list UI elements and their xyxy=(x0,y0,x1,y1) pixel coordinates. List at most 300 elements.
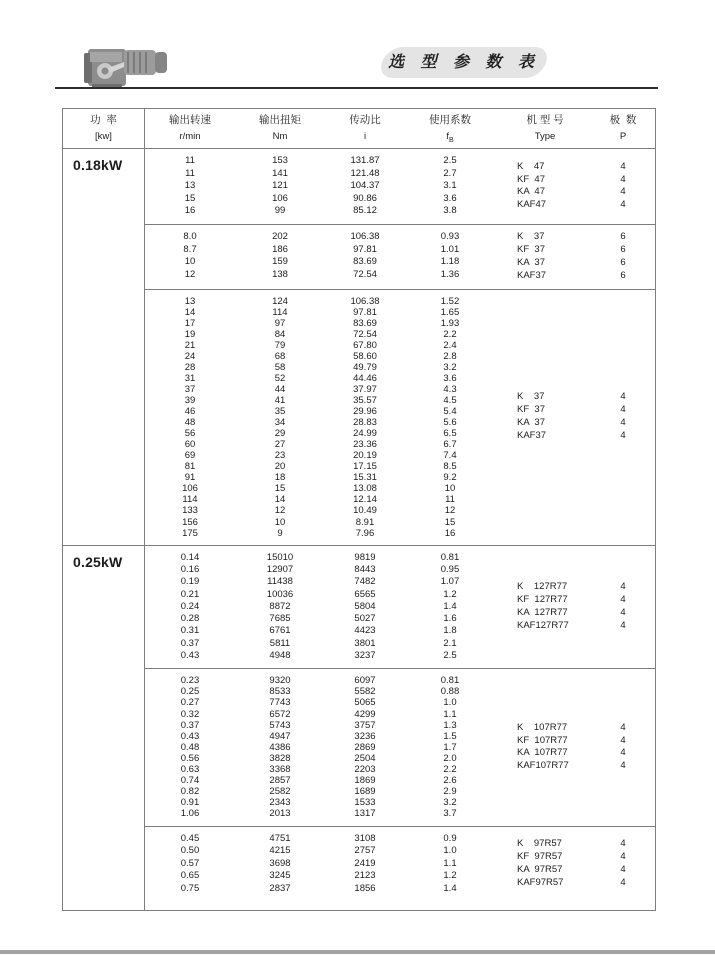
column-label: 输出转速 xyxy=(169,114,211,126)
factor-value: 3.6 xyxy=(443,372,457,384)
factor-value: 1.18 xyxy=(440,256,460,268)
ratio-value: 5027 xyxy=(354,613,376,625)
speed-value: 60 xyxy=(184,439,196,451)
ratio-value: 104.37 xyxy=(350,180,380,192)
factor-value: 0.81 xyxy=(440,675,460,687)
gearmotor-photo xyxy=(78,40,182,90)
speed-value: 21 xyxy=(184,339,196,351)
speed-value: 133 xyxy=(182,505,198,517)
ratio-value: 12.14 xyxy=(353,494,377,506)
column-label: 使用系数 xyxy=(429,114,471,126)
ratio-column xyxy=(325,231,405,283)
type-value: KA 97R57 xyxy=(517,864,563,875)
factor-value: 5.6 xyxy=(443,417,457,429)
speed-value: 0.57 xyxy=(180,857,200,869)
factor-value: 0.9 xyxy=(443,832,457,844)
speed-value: 0.56 xyxy=(180,752,200,764)
power-rating: 0.25kW xyxy=(73,553,123,570)
ratio-value: 20.19 xyxy=(353,450,377,462)
speed-value: 39 xyxy=(184,395,196,407)
torque-value: 41 xyxy=(274,395,286,407)
poles-value: 4 xyxy=(620,581,626,593)
poles-column xyxy=(595,552,651,663)
torque-value: 10 xyxy=(274,516,286,528)
type-value: K 37 xyxy=(517,391,545,403)
poles-value: 4 xyxy=(620,606,626,618)
speed-value: 0.27 xyxy=(180,697,200,709)
speed-value: 0.50 xyxy=(180,845,200,857)
ratio-value: 4299 xyxy=(354,708,376,720)
column-unit: P xyxy=(619,131,627,142)
torque-value: 10036 xyxy=(266,588,294,600)
torque-value: 9 xyxy=(277,527,283,539)
ratio-value: 131.87 xyxy=(350,155,380,166)
poles-value: 4 xyxy=(620,734,626,746)
factor-value: 1.65 xyxy=(440,306,460,318)
poles-value: 4 xyxy=(620,404,626,416)
column-unit: i xyxy=(363,131,367,142)
type-column xyxy=(495,155,595,218)
factor-value: 1.4 xyxy=(443,882,457,894)
torque-value: 20 xyxy=(274,461,286,473)
poles-value: 6 xyxy=(620,230,626,242)
poles-value: 4 xyxy=(620,430,626,442)
factor-column xyxy=(405,552,495,663)
speed-value: 0.91 xyxy=(180,797,200,809)
page-bottom-edge xyxy=(0,950,715,954)
poles-value: 4 xyxy=(620,864,626,875)
ratio-value: 5582 xyxy=(354,686,376,698)
factor-value: 11 xyxy=(445,494,455,506)
factor-value: 1.52 xyxy=(440,295,460,307)
speed-value: 56 xyxy=(184,428,196,440)
torque-value: 7685 xyxy=(269,613,291,625)
column-header-service-factor xyxy=(405,109,495,148)
ratio-value: 97.81 xyxy=(353,243,377,255)
poles-column xyxy=(595,155,651,218)
speed-column xyxy=(145,231,235,283)
ratio-value: 8.91 xyxy=(355,516,375,528)
ratio-value: 90.86 xyxy=(353,192,377,204)
torque-value: 124 xyxy=(272,295,288,307)
poles-value: 4 xyxy=(620,186,626,198)
ratio-value: 24.99 xyxy=(353,428,377,440)
type-column xyxy=(495,675,595,819)
ratio-value: 3237 xyxy=(354,650,376,661)
page-title-banner xyxy=(374,47,554,78)
poles-value: 6 xyxy=(620,256,626,268)
section-content xyxy=(145,546,655,911)
speed-value: 175 xyxy=(182,527,198,539)
poles-value: 4 xyxy=(620,876,626,888)
speed-value: 0.23 xyxy=(180,675,200,687)
poles-value: 4 xyxy=(620,594,626,606)
speed-value: 0.65 xyxy=(180,870,200,882)
ratio-value: 28.83 xyxy=(353,417,377,429)
column-unit: Type xyxy=(534,131,556,142)
factor-value: 2.7 xyxy=(443,167,457,179)
torque-column xyxy=(235,155,325,218)
torque-value: 141 xyxy=(272,167,288,179)
column-unit: [kw] xyxy=(95,131,112,142)
table-body xyxy=(63,149,655,910)
ratio-value: 72.54 xyxy=(353,328,377,340)
poles-value: 4 xyxy=(620,851,626,863)
selection-parameter-table xyxy=(62,108,656,911)
speed-value: 81 xyxy=(184,461,196,473)
speed-value: 0.37 xyxy=(180,719,200,731)
speed-value: 46 xyxy=(184,406,196,418)
type-value: KF 37 xyxy=(517,404,545,416)
unit-subscript: B xyxy=(448,136,454,144)
torque-value: 68 xyxy=(274,350,286,362)
speed-value: 13 xyxy=(184,180,196,192)
speed-value: 13 xyxy=(184,295,196,307)
factor-value: 1.6 xyxy=(443,613,457,625)
torque-value: 153 xyxy=(272,155,288,166)
power-cell xyxy=(63,149,145,545)
poles-value: 4 xyxy=(620,173,626,185)
table-header-row xyxy=(63,109,655,149)
type-value: KAF107R77 xyxy=(517,760,569,772)
torque-value: 97 xyxy=(274,317,286,329)
speed-value: 17 xyxy=(184,317,196,329)
factor-column xyxy=(405,296,495,539)
factor-value: 16 xyxy=(444,527,456,539)
speed-column xyxy=(145,675,235,819)
torque-value: 3698 xyxy=(269,857,291,869)
factor-value: 12 xyxy=(444,505,456,517)
factor-value: 7.4 xyxy=(443,450,457,462)
column-unit: Nm xyxy=(272,131,288,142)
torque-value: 99 xyxy=(274,205,286,217)
torque-column xyxy=(235,296,325,539)
power-section xyxy=(63,545,655,911)
torque-value: 29 xyxy=(274,428,286,440)
factor-value: 2.5 xyxy=(443,155,457,166)
type-value: K 127R77 xyxy=(517,581,568,593)
power-cell xyxy=(63,546,145,911)
speed-value: 0.48 xyxy=(180,741,200,753)
speed-value: 0.74 xyxy=(180,775,200,787)
page-title: 选 型 参 数 表 xyxy=(388,54,540,71)
factor-value: 1.01 xyxy=(440,243,460,255)
speed-value: 8.7 xyxy=(183,243,197,255)
type-value: KF 127R77 xyxy=(517,594,568,606)
ratio-value: 37.97 xyxy=(353,383,377,395)
factor-value: 1.7 xyxy=(443,741,457,753)
ratio-value: 106.38 xyxy=(350,230,380,242)
speed-value: 14 xyxy=(184,306,196,318)
factor-value: 2.9 xyxy=(443,786,457,798)
speed-value: 0.14 xyxy=(180,551,200,563)
factor-value: 1.4 xyxy=(443,600,457,612)
ratio-value: 7.96 xyxy=(355,527,375,539)
torque-value: 2582 xyxy=(269,786,291,798)
poles-value: 4 xyxy=(620,760,626,772)
ratio-value: 7482 xyxy=(354,576,376,588)
ratio-value: 3236 xyxy=(354,730,376,742)
speed-value: 106 xyxy=(182,483,198,495)
type-value: KF 37 xyxy=(517,243,545,255)
speed-value: 0.31 xyxy=(180,625,200,637)
type-value: K 97R57 xyxy=(517,838,562,850)
torque-value: 114 xyxy=(272,306,288,318)
speed-value: 8.0 xyxy=(183,230,197,242)
ratio-column xyxy=(325,675,405,819)
ratio-value: 1689 xyxy=(354,786,376,798)
speed-value: 12 xyxy=(184,268,196,280)
factor-value: 0.81 xyxy=(440,551,460,563)
speed-value: 28 xyxy=(184,361,196,373)
ratio-value: 23.36 xyxy=(353,439,377,451)
speed-value: 19 xyxy=(184,328,196,340)
ratio-value: 2203 xyxy=(354,764,376,776)
ratio-value: 49.79 xyxy=(353,361,377,373)
ratio-value: 1533 xyxy=(354,797,376,809)
column-label: 机 型 号 xyxy=(526,114,564,126)
speed-value: 0.25 xyxy=(180,686,200,698)
type-value: KAF37 xyxy=(517,430,547,442)
ratio-value: 1856 xyxy=(354,882,376,894)
factor-value: 9.2 xyxy=(443,472,457,484)
torque-value: 5743 xyxy=(269,719,291,731)
speed-value: 37 xyxy=(184,383,196,395)
ratio-value: 29.96 xyxy=(353,406,377,418)
column-label: 功 率 xyxy=(90,114,117,126)
factor-value: 3.1 xyxy=(443,180,457,192)
factor-value: 1.1 xyxy=(443,857,457,869)
type-value: KAF37 xyxy=(517,269,547,281)
torque-value: 7743 xyxy=(269,697,291,709)
ratio-value: 83.69 xyxy=(353,256,377,268)
column-label: 传动比 xyxy=(349,114,381,126)
torque-value: 12 xyxy=(274,505,286,517)
type-value: KAF97R57 xyxy=(517,876,564,888)
speed-value: 0.28 xyxy=(180,613,200,625)
ratio-value: 2757 xyxy=(354,845,376,857)
speed-value: 0.45 xyxy=(180,832,200,844)
speed-value: 0.21 xyxy=(180,588,200,600)
column-header-power xyxy=(63,109,145,148)
factor-value: 3.2 xyxy=(443,361,457,373)
data-block xyxy=(145,668,655,825)
poles-column xyxy=(595,296,651,539)
factor-value: 2.5 xyxy=(443,650,457,661)
poles-value: 6 xyxy=(620,269,626,281)
torque-value: 106 xyxy=(272,192,288,204)
ratio-value: 85.12 xyxy=(353,205,377,217)
factor-value: 2.2 xyxy=(443,328,457,340)
poles-value: 4 xyxy=(620,747,626,759)
torque-value: 79 xyxy=(274,339,286,351)
factor-value: 0.93 xyxy=(440,230,460,242)
type-value: KAF47 xyxy=(517,199,547,211)
speed-value: 0.43 xyxy=(180,730,200,742)
ratio-value: 6565 xyxy=(354,588,376,600)
factor-value: 2.8 xyxy=(443,350,457,362)
type-column xyxy=(495,296,595,539)
factor-value: 3.7 xyxy=(443,808,457,820)
column-unit xyxy=(446,130,453,147)
torque-value: 35 xyxy=(274,406,286,418)
factor-value: 3.6 xyxy=(443,192,457,204)
data-block xyxy=(145,149,655,224)
type-value: KA 107R77 xyxy=(517,747,568,759)
ratio-column xyxy=(325,155,405,218)
torque-value: 159 xyxy=(272,256,288,268)
torque-value: 4215 xyxy=(269,845,291,857)
ratio-value: 121.48 xyxy=(350,167,380,179)
poles-value: 4 xyxy=(620,391,626,403)
torque-value: 202 xyxy=(272,230,288,242)
type-value: KAF127R77 xyxy=(517,619,569,631)
factor-value: 1.1 xyxy=(443,708,457,720)
torque-value: 6572 xyxy=(269,708,291,720)
factor-value: 2.2 xyxy=(443,764,457,776)
factor-value: 3.2 xyxy=(443,797,457,809)
data-block xyxy=(145,826,655,911)
speed-value: 0.19 xyxy=(180,576,200,588)
torque-value: 4751 xyxy=(269,832,291,844)
torque-value: 3245 xyxy=(269,870,291,882)
ratio-value: 8443 xyxy=(354,563,376,575)
factor-value: 1.0 xyxy=(443,845,457,857)
factor-value: 8.5 xyxy=(443,461,457,473)
factor-value: 4.3 xyxy=(443,383,457,395)
ratio-column xyxy=(325,552,405,663)
speed-value: 48 xyxy=(184,417,196,429)
speed-value: 0.75 xyxy=(180,882,200,894)
speed-value: 114 xyxy=(182,494,198,506)
factor-value: 2.1 xyxy=(443,637,457,649)
speed-value: 156 xyxy=(182,516,198,528)
type-column xyxy=(495,231,595,283)
ratio-value: 2869 xyxy=(354,741,376,753)
torque-column xyxy=(235,231,325,283)
data-block xyxy=(145,546,655,669)
torque-value: 15010 xyxy=(266,551,294,563)
type-value: KA 37 xyxy=(517,256,545,268)
torque-value: 18 xyxy=(274,472,286,484)
torque-value: 8533 xyxy=(269,686,291,698)
column-unit: r/min xyxy=(179,131,201,142)
speed-value: 10 xyxy=(184,256,196,268)
ratio-value: 1869 xyxy=(354,775,376,787)
column-header-ratio xyxy=(325,109,405,148)
type-value: KA 127R77 xyxy=(517,606,568,618)
power-rating: 0.18kW xyxy=(73,157,123,173)
factor-value: 2.0 xyxy=(443,752,457,764)
torque-value: 2837 xyxy=(269,882,291,894)
speed-column xyxy=(145,833,235,896)
factor-value: 10 xyxy=(444,483,456,495)
torque-value: 2013 xyxy=(269,808,291,820)
ratio-value: 58.60 xyxy=(353,350,377,362)
factor-value: 1.2 xyxy=(443,588,457,600)
column-header-speed xyxy=(145,109,235,148)
column-header-poles xyxy=(595,109,651,148)
speed-column xyxy=(145,296,235,539)
ratio-value: 97.81 xyxy=(353,306,377,318)
speed-value: 0.16 xyxy=(180,563,200,575)
torque-value: 84 xyxy=(274,328,286,340)
factor-column xyxy=(405,833,495,896)
torque-column xyxy=(235,552,325,663)
torque-value: 186 xyxy=(272,243,288,255)
ratio-value: 106.38 xyxy=(350,295,380,307)
type-column xyxy=(495,552,595,663)
speed-value: 15 xyxy=(184,192,196,204)
torque-value: 121 xyxy=(272,180,288,192)
factor-value: 4.5 xyxy=(443,395,457,407)
speed-value: 11 xyxy=(185,155,195,166)
torque-value: 12907 xyxy=(266,563,294,575)
speed-value: 0.82 xyxy=(180,786,200,798)
ratio-value: 2123 xyxy=(354,870,376,882)
column-header-torque xyxy=(235,109,325,148)
poles-value: 4 xyxy=(620,619,626,631)
ratio-column xyxy=(325,296,405,539)
speed-value: 0.43 xyxy=(180,650,200,661)
speed-value: 69 xyxy=(184,450,196,462)
type-value: K 47 xyxy=(517,160,545,172)
speed-value: 1.06 xyxy=(180,808,200,820)
factor-value: 1.0 xyxy=(443,697,457,709)
ratio-value: 3757 xyxy=(354,719,376,731)
ratio-value: 10.49 xyxy=(353,505,377,517)
torque-value: 14 xyxy=(274,494,286,506)
torque-value: 27 xyxy=(274,439,286,451)
gearmotor-image xyxy=(78,40,182,90)
speed-value: 0.37 xyxy=(180,637,200,649)
torque-column xyxy=(235,833,325,896)
torque-value: 4386 xyxy=(269,741,291,753)
factor-value: 1.8 xyxy=(443,625,457,637)
type-value: K 107R77 xyxy=(517,721,568,733)
poles-column xyxy=(595,833,651,896)
factor-value: 6.7 xyxy=(443,439,457,451)
poles-value: 4 xyxy=(620,199,626,211)
factor-value: 3.8 xyxy=(443,205,457,217)
factor-value: 1.07 xyxy=(440,576,460,588)
speed-value: 91 xyxy=(184,472,196,484)
torque-value: 6761 xyxy=(269,625,291,637)
factor-value: 0.88 xyxy=(440,686,460,698)
torque-value: 3368 xyxy=(269,764,291,776)
speed-column xyxy=(145,155,235,218)
column-label: 极 数 xyxy=(609,114,637,126)
factor-value: 2.4 xyxy=(443,339,457,351)
poles-column xyxy=(595,675,651,819)
torque-value: 3828 xyxy=(269,752,291,764)
ratio-value: 1317 xyxy=(354,808,376,820)
factor-value: 1.2 xyxy=(443,870,457,882)
factor-value: 5.4 xyxy=(443,406,457,418)
torque-value: 11438 xyxy=(267,576,293,588)
ratio-value: 3801 xyxy=(354,637,376,649)
ratio-value: 13.08 xyxy=(353,483,377,495)
power-section xyxy=(63,149,655,545)
torque-value: 2857 xyxy=(269,775,291,787)
section-content xyxy=(145,149,655,545)
poles-column xyxy=(595,231,651,283)
ratio-value: 17.15 xyxy=(353,461,377,473)
factor-value: 1.36 xyxy=(440,268,460,280)
type-value: KF 97R57 xyxy=(517,851,563,863)
torque-value: 9320 xyxy=(269,675,291,687)
factor-column xyxy=(405,675,495,819)
